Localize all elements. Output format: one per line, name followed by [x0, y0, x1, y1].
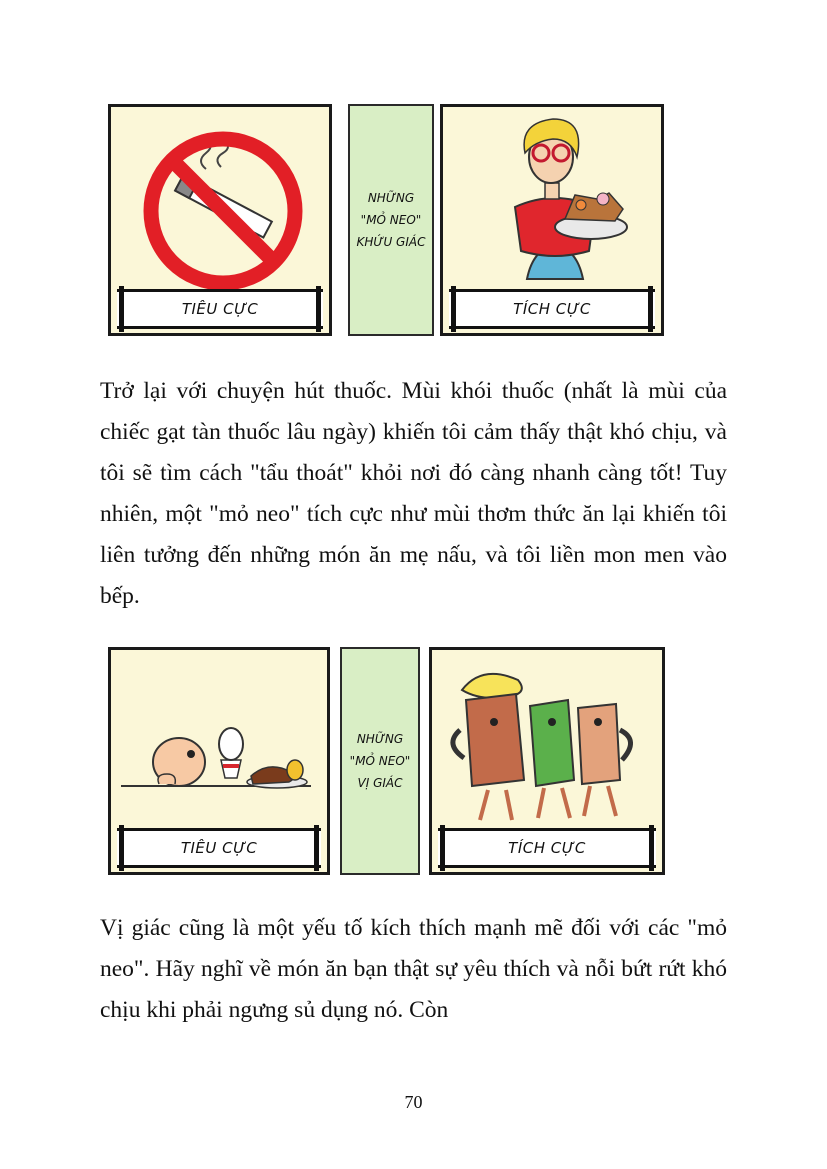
taste-anchor-comic-strip: [108, 647, 668, 883]
positive-smell-panel: [440, 104, 664, 336]
positive-taste-panel: [429, 647, 665, 875]
page-number: 70: [404, 1092, 423, 1112]
paragraph-taste: Vị giác cũng là một yếu tố kích thích mạnh mẽ đối với các "mỏ neo". Hãy nghĩ về món ăn bạn thật sự yêu thích và nỗi bứt rứt khó chịu khi phải ngưng sủ dụng nó. Còn: [100, 915, 727, 1023]
negative-caption: TIÊU CỰC: [117, 289, 323, 329]
positive-caption: TÍCH CỰC: [438, 828, 656, 868]
paragraph-smoking: Trở lại với chuyện hút thuốc. Mùi khói thuốc (nhất là mùi của chiếc gạt tàn thuốc lâu ngày) khiến tôi cảm thấy thật khó chịu, và tôi sẽ tìm cách "tẩu thoát" khỏi nơi đó càng nhanh càng tốt! Tuy nhiên, một "mỏ neo" tích cực như mùi thơm thức ăn lại khiến tôi liên tưởng đến những món ăn mẹ nấu, và tôi liền mon men vào bếp.: [100, 378, 727, 609]
negative-smell-panel: [108, 104, 332, 336]
smell-anchor-comic-strip: [108, 104, 668, 340]
negative-taste-panel: [108, 647, 330, 875]
positive-caption: TÍCH CỰC: [449, 289, 655, 329]
negative-caption: TIÊU CỰC: [117, 828, 321, 868]
taste-anchor-label: NHỮNG "MỎ NEO" VỊ GIÁC: [340, 647, 420, 875]
smell-anchor-label: NHỮNG "MỎ NEO" KHỨU GIÁC: [348, 104, 434, 336]
